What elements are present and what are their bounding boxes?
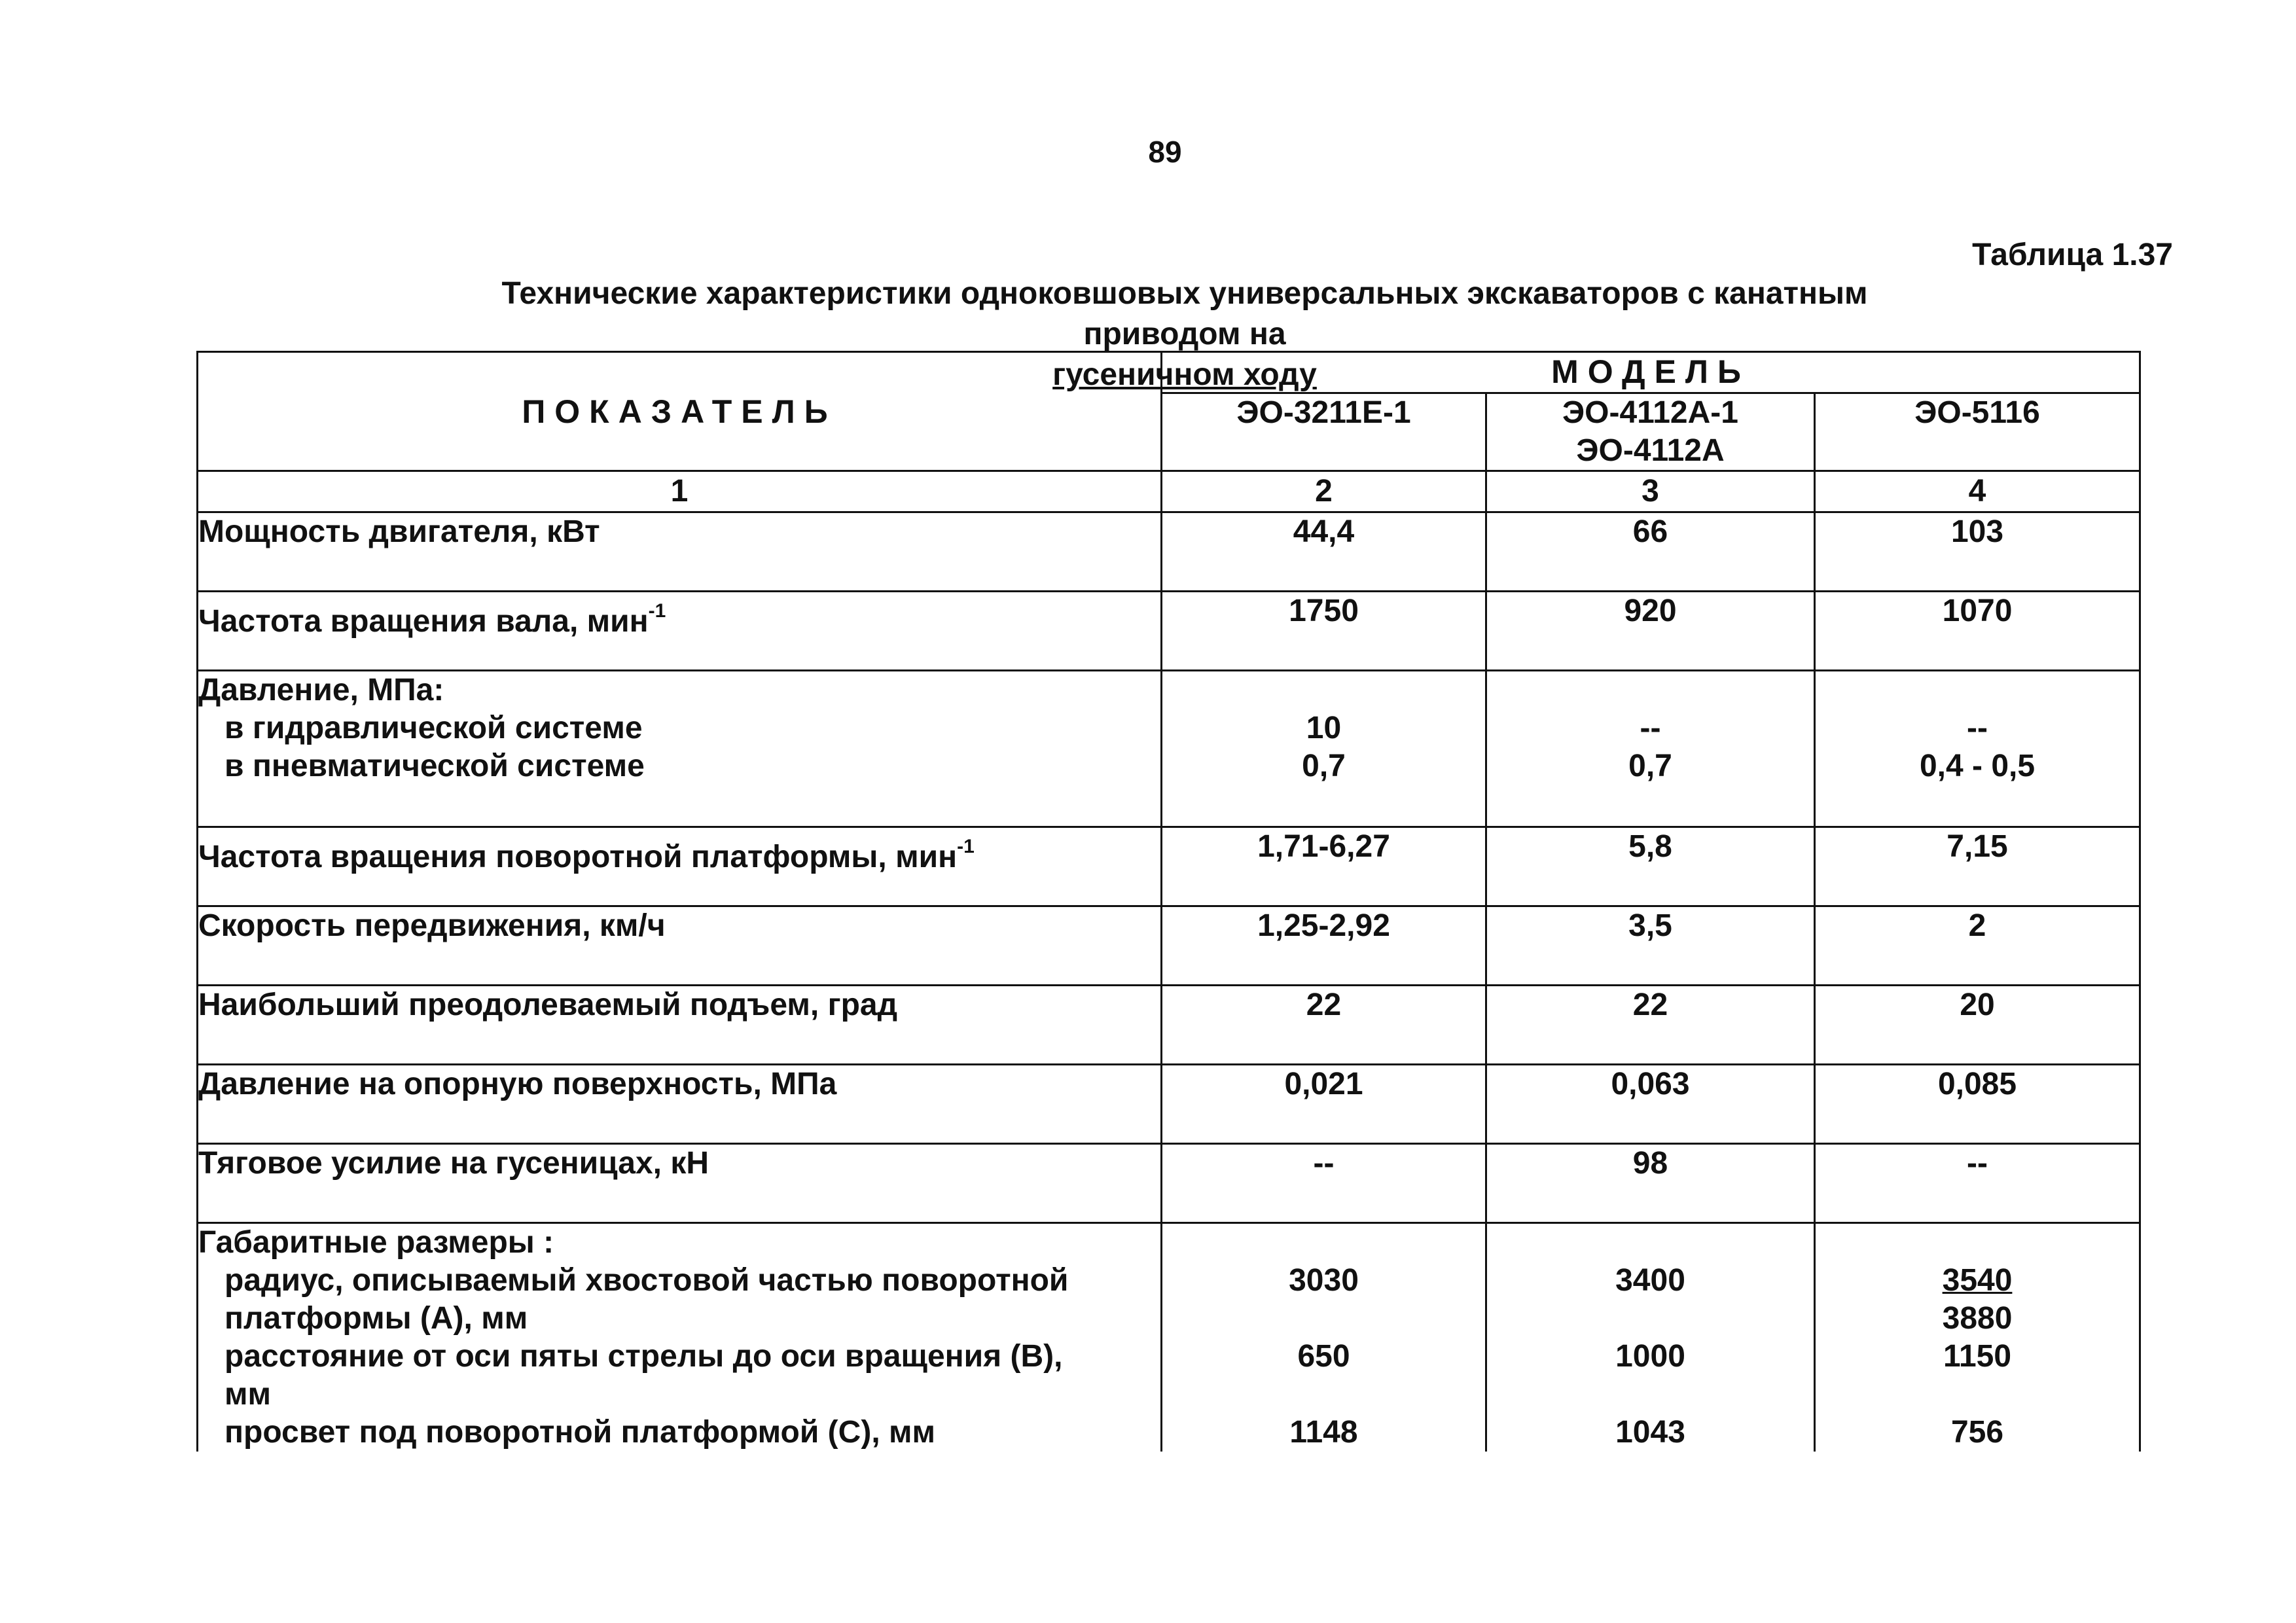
clearance-label: просвет под поворотной платформой (С), мм [224,1415,935,1450]
distance-label-line2: мм [224,1377,272,1412]
header-model-2-line2: ЭО-4112А [1576,433,1725,468]
cell-model-1: 22 [1162,986,1486,1065]
page-number: 89 [1148,135,1182,169]
radius-label-line2: платформы (А), мм [224,1301,528,1336]
cell-model-1 [1162,1223,1486,1452]
row-ground-pressure [198,1065,2140,1144]
table-label: Таблица 1.37 [1972,238,2173,272]
hydraulic-value: -- [1640,711,1661,745]
cell-model-3 [1815,1223,2140,1452]
row-shaft-speed [198,592,2140,671]
cell-model-2: 5,8 [1486,827,1815,906]
cell-model-3: 0,085 [1815,1065,2140,1144]
row-label [198,592,1162,671]
cell-model-1: 0,021 [1162,1065,1486,1144]
distance-label-line1: расстояние от оси пяты стрелы до оси вращения (В), [224,1339,1063,1374]
row-label: Давление на опорную поверхность, МПа [198,1065,1162,1144]
distance-value: 650 [1297,1339,1350,1374]
hydraulic-value: -- [1967,711,1988,745]
cell-model-2: 3,5 [1486,906,1815,986]
cell-model-2: 920 [1486,592,1815,671]
cell-model-3: 1070 [1815,592,2140,671]
superscript: -1 [648,600,666,622]
cell-model-1: 1,71-6,27 [1162,827,1486,906]
row-climb [198,986,2140,1065]
radius-value-line1 [1816,1262,2139,1300]
clearance-value: 756 [1950,1415,2004,1450]
cell-model-3 [1815,671,2140,827]
cell-model-2 [1486,671,1815,827]
row-label: Наибольший преодолеваемый подъем, град [198,986,1162,1065]
cell-model-1: 44,4 [1162,512,1486,592]
cell-model-1: 1750 [1162,592,1486,671]
pneumatic-value: 0,4 - 0,5 [1919,749,2036,783]
cell-model-3: 2 [1815,906,2140,986]
cell-model-2 [1486,1223,1815,1452]
col-number-2: 2 [1162,471,1486,512]
radius-label-line1: радиус, описываемый хвостовой частью поворотной [224,1263,1069,1298]
row-label: Тяговое усилие на гусеницах, кН [198,1144,1162,1223]
hydraulic-value: 10 [1306,711,1342,745]
row-pressure [198,671,2140,827]
clearance-value: 1148 [1289,1415,1358,1450]
row-label: Скорость передвижения, км/ч [198,906,1162,986]
pneumatic-value: 0,7 [1302,749,1346,783]
header-model-2 [1486,393,1815,471]
cell-model-3: 20 [1815,986,2140,1065]
col-number-4: 4 [1815,471,2140,512]
radius-value: 3030 [1289,1263,1359,1298]
radius-value-numerator: 3540 [1942,1263,2013,1298]
cell-model-2: 22 [1486,986,1815,1065]
cell-model-1: -- [1162,1144,1486,1223]
cell-model-3: 7,15 [1815,827,2140,906]
cell-model-2: 66 [1486,512,1815,592]
superscript: -1 [957,836,975,857]
row-label-text: Частота вращения поворотной платформы, мин [198,840,958,874]
row-label [198,671,1162,827]
header-model-2-line1: ЭО-4112А-1 [1562,395,1738,430]
radius-value: 3400 [1615,1263,1685,1298]
distance-value: 1000 [1615,1339,1685,1374]
radius-value-line2: 3880 [1942,1301,2013,1336]
table-title-line1: Технические характеристики одноковшовых универсальных экскаваторов с канатным приводом на [501,276,1868,351]
header-model: МОДЕЛЬ [1162,352,2140,393]
table-title-line2: гусеничном ходу [1052,357,1317,392]
cell-model-3: -- [1815,1144,2140,1223]
row-dimensions [198,1223,2140,1452]
row-speed [198,906,2140,986]
header-model-3: ЭО-5116 [1815,393,2140,471]
cell-model-1 [1162,671,1486,827]
hydraulic-label: в гидравлической системе [224,711,643,745]
row-label [198,1223,1162,1452]
header-indicator: ПОКАЗАТЕЛЬ [198,352,1162,471]
cell-model-3: 103 [1815,512,2140,592]
dimensions-label: Габаритные размеры : [198,1225,554,1260]
cell-model-2: 98 [1486,1144,1815,1223]
row-power [198,512,2140,592]
row-label [198,827,1162,906]
row-label-text: Частота вращения вала, мин [198,604,649,639]
col-number-3: 3 [1486,471,1815,512]
distance-value: 1150 [1943,1339,2012,1374]
pneumatic-label: в пневматической системе [224,749,645,783]
row-traction [198,1144,2140,1223]
col-number-1: 1 [198,471,1162,512]
header-model-1: ЭО-3211Е-1 [1162,393,1486,471]
clearance-value: 1043 [1615,1415,1685,1450]
cell-model-2: 0,063 [1486,1065,1815,1144]
row-label: Мощность двигателя, кВт [198,512,1162,592]
specs-table [196,351,2141,1452]
pressure-label: Давление, МПа: [198,673,444,707]
row-platform-rotation [198,827,2140,906]
cell-model-1: 1,25-2,92 [1162,906,1486,986]
pneumatic-value: 0,7 [1628,749,1672,783]
